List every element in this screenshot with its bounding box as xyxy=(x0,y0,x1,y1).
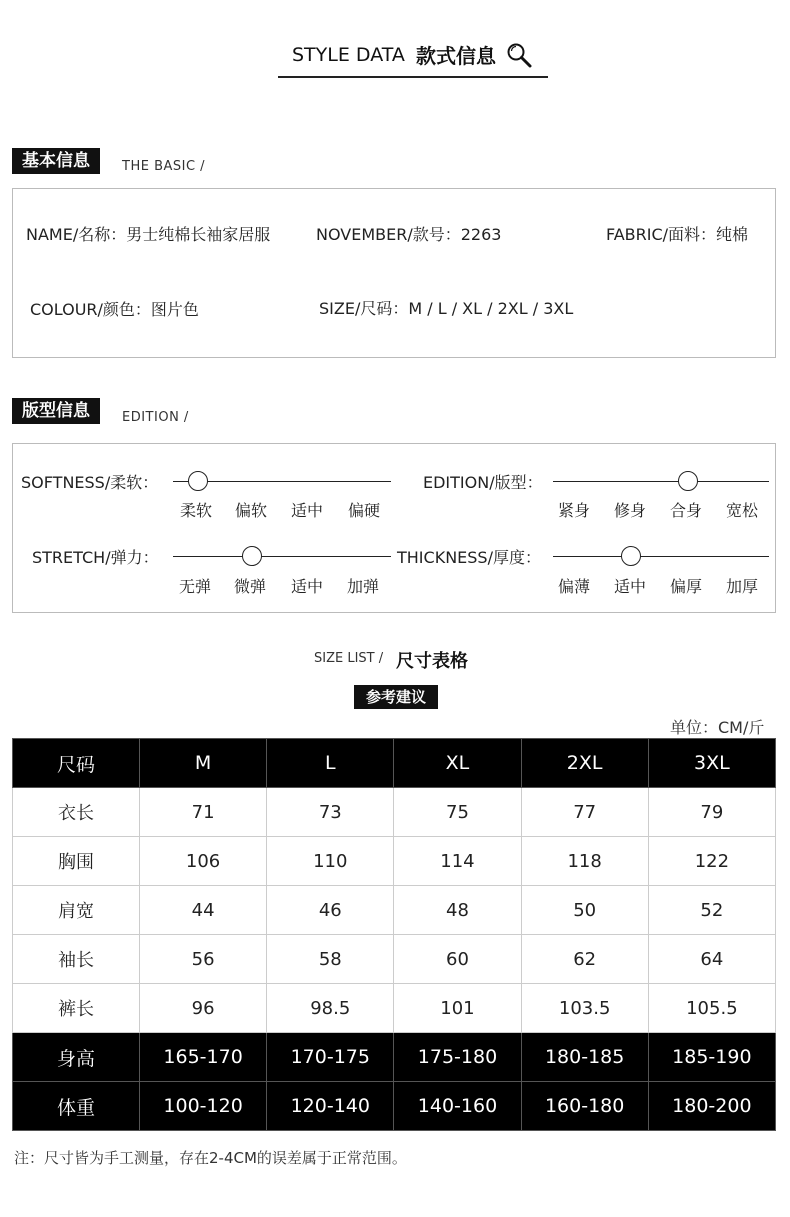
table-cell: 180-185 xyxy=(521,1033,648,1082)
table-cell: 118 xyxy=(521,837,648,886)
table-cell: 身高 xyxy=(13,1033,140,1082)
table-cell: 103.5 xyxy=(521,984,648,1033)
table-cell: 96 xyxy=(140,984,267,1033)
edition-section-tag: 版型信息 xyxy=(12,398,100,424)
stretch-option: 适中 xyxy=(291,577,324,596)
edition-option: 修身 xyxy=(614,501,647,520)
table-cell: 170-175 xyxy=(267,1033,394,1082)
table-row-weight xyxy=(13,1082,776,1131)
table-row-height xyxy=(13,1033,776,1082)
table-cell: 101 xyxy=(394,984,521,1033)
softness-label: SOFTNESS/柔软： xyxy=(21,473,159,492)
table-header-cell: L xyxy=(267,739,394,788)
table-cell: 71 xyxy=(140,788,267,837)
softness-option: 偏软 xyxy=(235,501,268,520)
magnifier-icon xyxy=(506,42,534,70)
header-title-cn: 款式信息 xyxy=(416,44,496,68)
edition-scale-line xyxy=(553,481,769,482)
thickness-scale-line xyxy=(553,556,769,557)
thickness-option: 偏厚 xyxy=(670,577,703,596)
size-list-title-cn: 尺寸表格 xyxy=(396,651,468,672)
table-cell: 77 xyxy=(521,788,648,837)
table-cell: 肩宽 xyxy=(13,886,140,935)
softness-option: 适中 xyxy=(291,501,324,520)
unit-label: 单位：CM/斤 xyxy=(670,718,765,737)
table-cell: 175-180 xyxy=(394,1033,521,1082)
table-cell: 56 xyxy=(140,935,267,984)
table-cell: 46 xyxy=(267,886,394,935)
size-table xyxy=(12,738,776,1131)
footnote: 注：尺寸皆为手工测量，存在2-4CM的误差属于正常范围。 xyxy=(14,1149,407,1167)
table-cell: 衣长 xyxy=(13,788,140,837)
table-cell: 体重 xyxy=(13,1082,140,1131)
table-header-cell: 3XL xyxy=(648,739,775,788)
table-cell: 100-120 xyxy=(140,1082,267,1131)
table-cell: 52 xyxy=(648,886,775,935)
stretch-scale-line xyxy=(173,556,391,557)
table-cell: 62 xyxy=(521,935,648,984)
table-cell: 48 xyxy=(394,886,521,935)
table-cell: 60 xyxy=(394,935,521,984)
name-field: NAME/名称：男士纯棉长袖家居服 xyxy=(26,225,271,244)
table-header-cell: 2XL xyxy=(521,739,648,788)
softness-option: 柔软 xyxy=(180,501,213,520)
table-cell: 98.5 xyxy=(267,984,394,1033)
edition-marker xyxy=(678,471,698,491)
table-cell: 50 xyxy=(521,886,648,935)
table-cell: 胸围 xyxy=(13,837,140,886)
stretch-option: 无弹 xyxy=(179,577,212,596)
basic-info-box xyxy=(12,188,776,358)
header-underline xyxy=(278,76,548,78)
thickness-option: 适中 xyxy=(614,577,647,596)
table-header-row xyxy=(13,739,776,788)
table-cell: 185-190 xyxy=(648,1033,775,1082)
table-row xyxy=(13,935,776,984)
table-cell: 110 xyxy=(267,837,394,886)
table-cell: 140-160 xyxy=(394,1082,521,1131)
basic-section-tag: 基本信息 xyxy=(12,148,100,174)
edition-option: 宽松 xyxy=(726,501,759,520)
table-cell: 165-170 xyxy=(140,1033,267,1082)
table-row xyxy=(13,837,776,886)
softness-marker xyxy=(188,471,208,491)
table-cell: 79 xyxy=(648,788,775,837)
stretch-option: 加弹 xyxy=(347,577,380,596)
table-cell: 58 xyxy=(267,935,394,984)
thickness-marker xyxy=(621,546,641,566)
edition-option: 合身 xyxy=(670,501,703,520)
header-title-en: STYLE DATA xyxy=(292,44,405,66)
table-row xyxy=(13,788,776,837)
colour-field: COLOUR/颜色：图片色 xyxy=(30,300,199,319)
table-cell: 180-200 xyxy=(648,1082,775,1131)
table-cell: 73 xyxy=(267,788,394,837)
table-cell: 122 xyxy=(648,837,775,886)
table-header-cell: 尺码 xyxy=(13,739,140,788)
softness-option: 偏硬 xyxy=(348,501,381,520)
table-cell: 64 xyxy=(648,935,775,984)
stretch-marker xyxy=(242,546,262,566)
edition-label: EDITION/版型： xyxy=(423,473,543,492)
size-list-title-en: SIZE LIST / xyxy=(314,651,384,666)
table-cell: 44 xyxy=(140,886,267,935)
table-row xyxy=(13,984,776,1033)
thickness-option: 加厚 xyxy=(726,577,759,596)
stretch-option: 微弹 xyxy=(234,577,267,596)
number-field: NOVEMBER/款号：2263 xyxy=(316,225,502,244)
table-cell: 120-140 xyxy=(267,1082,394,1131)
edition-info-box xyxy=(12,443,776,613)
table-header-cell: XL xyxy=(394,739,521,788)
stretch-label: STRETCH/弹力： xyxy=(32,548,159,567)
edition-option: 紧身 xyxy=(558,501,591,520)
reference-tag: 参考建议 xyxy=(354,685,438,709)
table-cell: 75 xyxy=(394,788,521,837)
fabric-field: FABRIC/面料：纯棉 xyxy=(606,225,749,244)
table-cell: 袖长 xyxy=(13,935,140,984)
basic-section-sub: THE BASIC / xyxy=(122,159,206,174)
thickness-label: THICKNESS/厚度： xyxy=(397,548,541,567)
table-row xyxy=(13,886,776,935)
table-cell: 160-180 xyxy=(521,1082,648,1131)
size-field: SIZE/尺码：M / L / XL / 2XL / 3XL xyxy=(319,299,574,318)
table-cell: 106 xyxy=(140,837,267,886)
table-header-cell: M xyxy=(140,739,267,788)
table-cell: 105.5 xyxy=(648,984,775,1033)
thickness-option: 偏薄 xyxy=(558,577,591,596)
edition-section-sub: EDITION / xyxy=(122,410,189,425)
table-cell: 裤长 xyxy=(13,984,140,1033)
table-cell: 114 xyxy=(394,837,521,886)
